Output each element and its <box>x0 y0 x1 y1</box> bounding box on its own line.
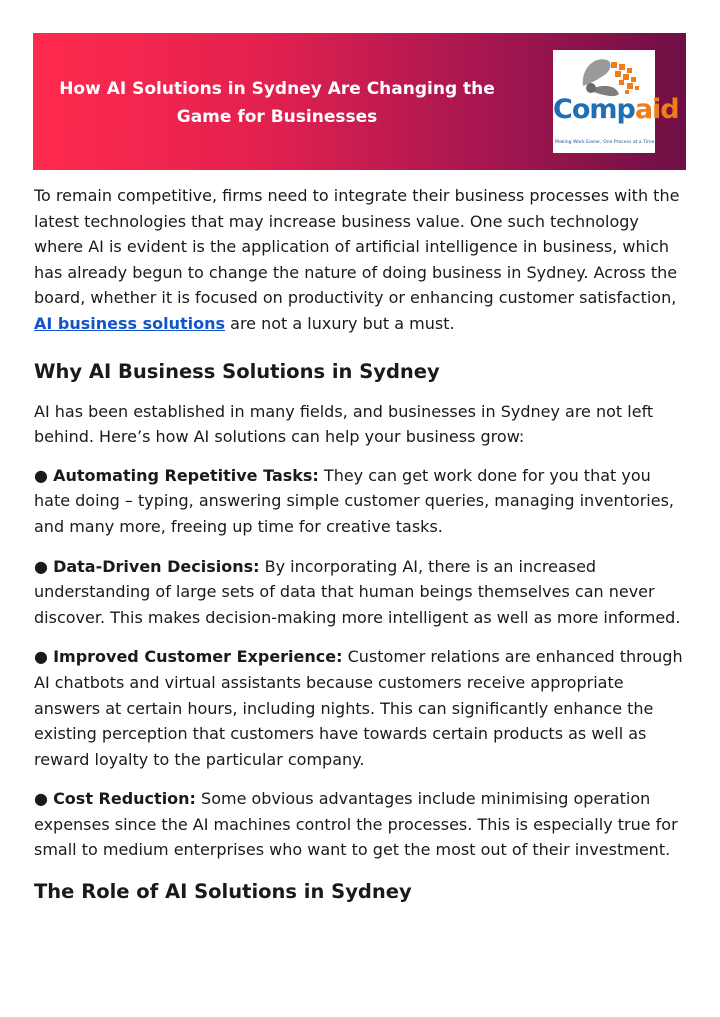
ai-business-solutions-link[interactable]: AI business solutions <box>34 313 226 333</box>
bullet-text: Customer relations are enhanced through AI chatbots and virtual assistants because customers receive appropriate answers at certain hours, including nights. This can significantly enhance the existing perception that customers have towards certain products as well as reward loyalty to the particular company. <box>34 647 683 769</box>
bullet-automating <box>34 463 686 540</box>
bullet-label: Cost Reduction: <box>53 789 196 809</box>
intro-paragraph <box>34 183 686 337</box>
intro-text-after: are not a luxury but a must. <box>225 313 455 333</box>
section-heading-role: The Role of AI Solutions in Sydney <box>34 880 412 904</box>
document-title <box>57 75 497 131</box>
intro-text-before: To remain competitive, firms need to integrate their business processes with the latest technologies that may increase business value. One such technology where AI is evident is the application of artificial intelligence in business, which has already begun to change the nature of doing business in Sydney. Across the board, whether it is focused on productivity or enhancing customer satisfaction, <box>34 186 680 308</box>
title-line-2: Game for Businesses <box>176 107 378 127</box>
bullet-label: Automating Repetitive Tasks: <box>53 465 319 485</box>
bullet-marker: ● <box>34 647 48 667</box>
bullet-label: Data-Driven Decisions: <box>53 556 260 576</box>
bullet-marker: ● <box>34 789 48 809</box>
bullet-text: Some obvious advantages include minimising operation expenses since the AI machines control the processes. This is especially true for small to medium enterprises who want to get the most out of their investment. <box>34 789 678 860</box>
bullet-marker: ● <box>34 556 48 576</box>
bullet-label: Improved Customer Experience: <box>53 647 343 667</box>
logo-tagline: Making Work Easier, One Process at a Time! <box>555 140 657 145</box>
bullet-data-driven <box>34 554 686 631</box>
bullet-text: They can get work done for you that you hate doing – typing, answering simple customer queries, managing inventories, and many more, freeing up time for creative tasks. <box>34 465 674 536</box>
logo-word-part2: aid <box>634 94 679 125</box>
logo-wordmark <box>553 94 679 126</box>
bullet-marker: ● <box>34 465 48 485</box>
compaid-logo <box>553 50 679 153</box>
why-paragraph: AI has been established in many fields, and businesses in Sydney are not left behind. Here’s how AI solutions can help your business grow: <box>34 401 654 447</box>
header-banner <box>33 33 686 170</box>
document-body <box>34 183 686 919</box>
section-heading-why: Why AI Business Solutions in Sydney <box>34 359 440 383</box>
bullet-customer-experience <box>34 644 686 772</box>
bullet-text: By incorporating AI, there is an increased understanding of large sets of data that human beings themselves can never discover. This makes decision-making more intelligent as well as more informed. <box>34 556 681 627</box>
bullet-cost-reduction <box>34 786 686 863</box>
title-line-1: How AI Solutions in Sydney Are Changing the <box>59 79 495 99</box>
logo-word-part1: Comp <box>553 94 635 125</box>
